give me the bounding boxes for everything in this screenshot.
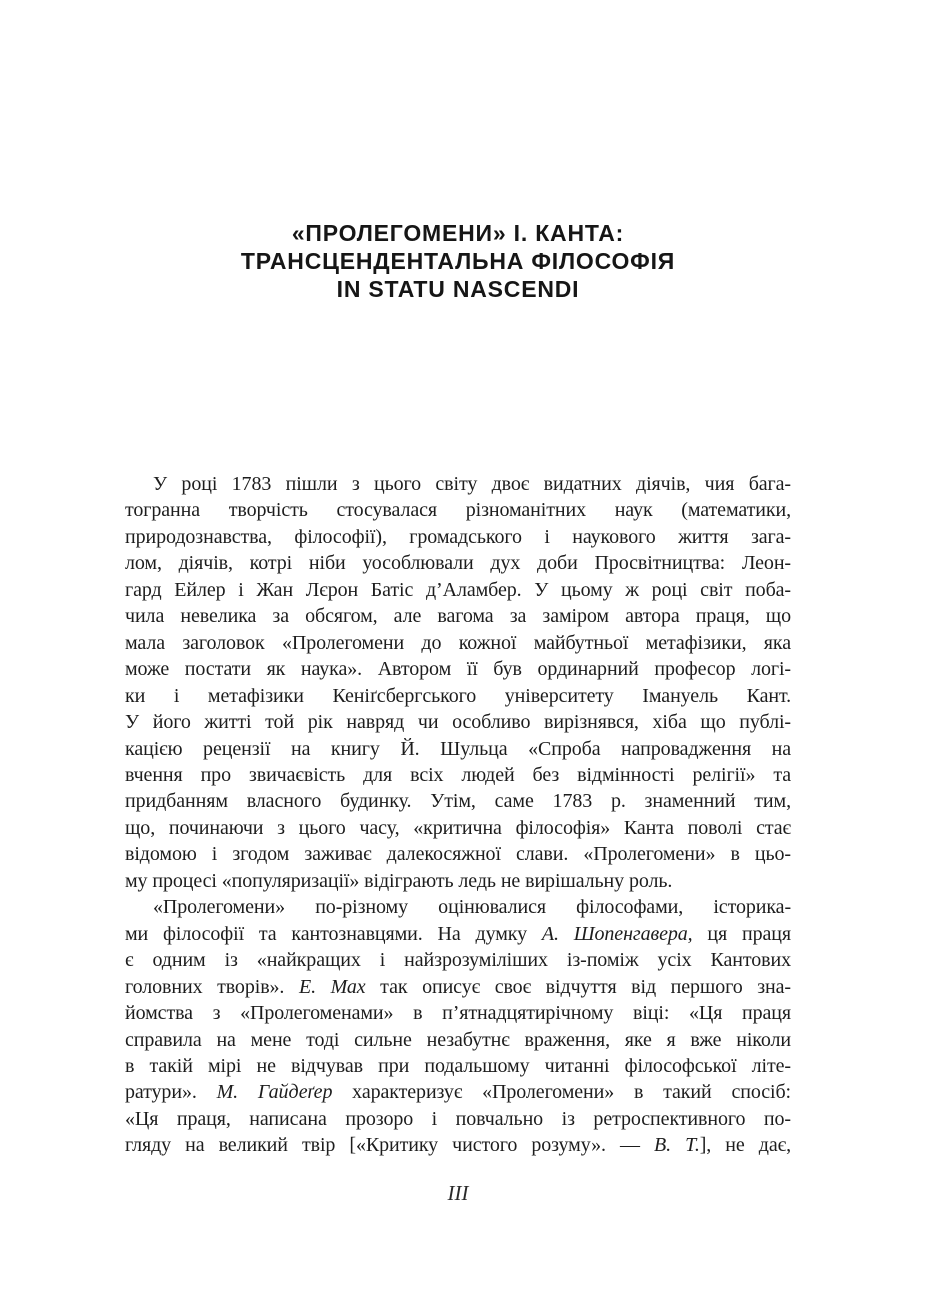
body-text bbox=[125, 471, 791, 1159]
text-line: кацією рецензії на книгу Й. Шульца «Спроба напровадження на bbox=[125, 737, 791, 760]
text-line: ми філософії та кантознавцями. На думку А. Шопенгавера, ця праця bbox=[125, 922, 791, 945]
text-line: відомою і згодом заживає далекосяжної слави. «Пролегомени» в цьо- bbox=[125, 843, 791, 866]
text-line: У його житті той рік навряд чи особливо вирізнявся, хіба що публі- bbox=[125, 711, 791, 734]
text-line: справила на мене тоді сильне незабутнє враження, яке я вже ніколи bbox=[125, 1028, 791, 1051]
text-line: що, починаючи з цього часу, «критична філософія» Канта поволі стає bbox=[125, 816, 791, 839]
text-line: головних творів». Е. Мах так описує своє відчуття від першого зна- bbox=[125, 975, 791, 998]
text-line: лом, діячів, котрі ніби уособлювали дух доби Просвітництва: Леон- bbox=[125, 552, 791, 575]
text-line: му процесі «популяризації» відіграють ледь не вирішальну роль. bbox=[125, 869, 673, 892]
text-line: гард Ейлер і Жан Лєрон Батіс д’Аламбер. У цьому ж році світ поба- bbox=[125, 578, 791, 601]
text-line: вчення про звичаєвість для всіх людей без відмінності релігії» та bbox=[125, 763, 791, 786]
chapter-title-line-1: «ПРОЛЕГОМЕНИ» І. КАНТА: bbox=[291, 220, 625, 246]
chapter-title bbox=[125, 219, 791, 303]
text-line: «Ця праця, написана прозоро і повчально із ретроспективного по- bbox=[125, 1107, 791, 1130]
text-line: «Пролегомени» по-різному оцінювалися філософами, історика- bbox=[153, 896, 791, 919]
text-line: йомства з «Пролегоменами» в п’ятнадцятирічному віці: «Ця праця bbox=[125, 1002, 791, 1025]
text-line: ки і метафізики Кеніґсбергського університету Імануель Кант. bbox=[125, 684, 791, 707]
text-line: в такій мірі не відчував при подальшому читанні філософської літе- bbox=[125, 1054, 791, 1077]
chapter-title-line-2: ТРАНСЦЕНДЕНТАЛЬНА ФІЛОСОФІЯ bbox=[240, 248, 676, 274]
text-line: мала заголовок «Пролегомени до кожної майбутньої метафізики, яка bbox=[125, 631, 791, 654]
text-line: чила невелика за обсягом, але вагома за заміром автора праця, що bbox=[125, 605, 791, 628]
page-number: III bbox=[447, 1181, 469, 1205]
text-line: ратури». М. Гайдеґер характеризує «Пролегомени» в такий спосіб: bbox=[125, 1081, 791, 1104]
text-line: тогранна творчість стосувалася різноманітних наук (математики, bbox=[125, 499, 791, 522]
text-line: придбанням власного будинку. Утім, саме 1783 р. знаменний тим, bbox=[125, 790, 791, 813]
text-line: є одним із «найкращих і найзрозуміліших із-поміж усіх Кантових bbox=[125, 949, 791, 972]
text-line: У році 1783 пішли з цього світу двоє видатних діячів, чия бага- bbox=[153, 473, 791, 495]
text-line: може постати як наука». Автором її був ординарний професор логі- bbox=[125, 658, 791, 681]
text-line: гляду на великий твір [«Критику чистого розуму». — В. Т.], не дає, bbox=[125, 1134, 791, 1157]
text-line: природознавства, філософії), громадського і наукового життя зага- bbox=[125, 525, 791, 548]
chapter-title-line-3: IN STATU NASCENDI bbox=[336, 276, 580, 302]
